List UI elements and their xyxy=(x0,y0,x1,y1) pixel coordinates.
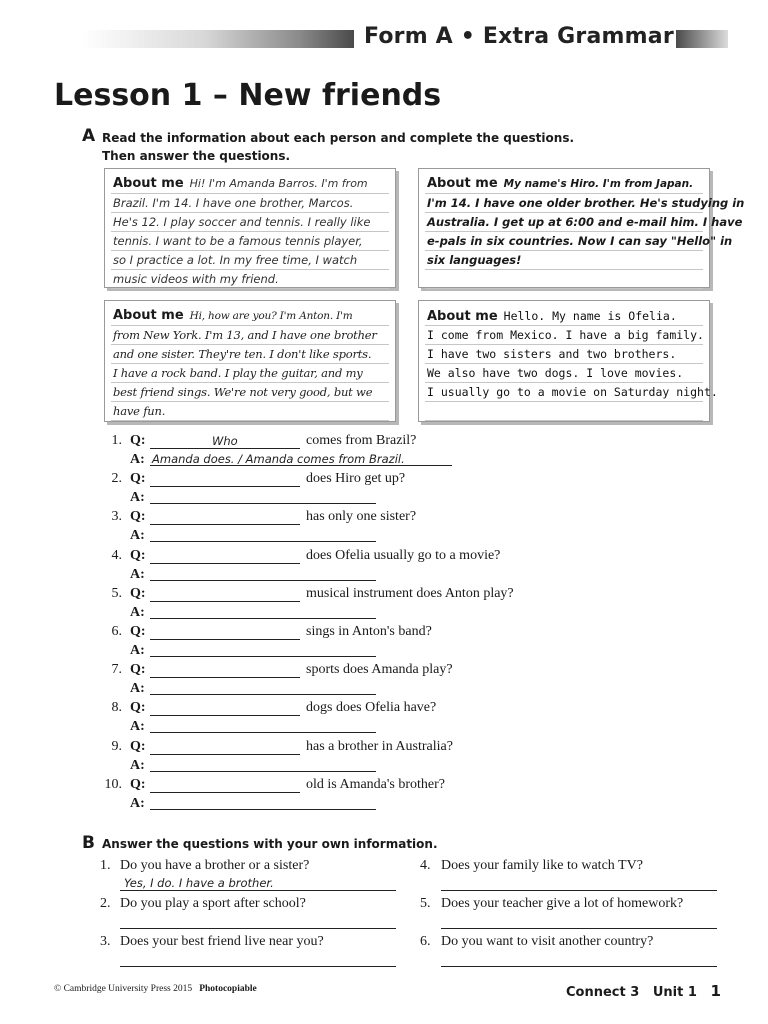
question-blank-field[interactable] xyxy=(150,431,300,449)
question-number: 7. xyxy=(111,662,122,677)
header-title: Form A • Extra Grammar xyxy=(364,24,674,49)
section-b-letter: B xyxy=(82,833,95,853)
a-label: A: xyxy=(130,605,145,620)
q-label: Q: xyxy=(130,777,146,792)
question-blank-field[interactable] xyxy=(150,507,300,525)
question-blank-field[interactable] xyxy=(150,660,300,678)
photocopiable-label: Photocopiable xyxy=(199,984,257,994)
profile-line: He's 12. I play soccer and tennis. I really like xyxy=(111,213,389,232)
section-b-question: Does your family like to watch TV? xyxy=(441,858,643,873)
q-label: Q: xyxy=(130,433,146,448)
profile-card-hiro xyxy=(418,168,745,288)
profile-line xyxy=(425,270,703,289)
answer-blank-text: Amanda does. / Amanda comes from Brazil. xyxy=(152,452,405,466)
section-b-number: 5. xyxy=(420,896,431,911)
page-number: 1 xyxy=(710,982,721,1000)
section-b-answer-field[interactable] xyxy=(120,912,396,929)
a-label: A: xyxy=(130,758,145,773)
profile-card-ofelia xyxy=(418,300,718,422)
section-b-answer-field[interactable] xyxy=(441,874,717,891)
profile-line: six languages! xyxy=(425,251,703,270)
profile-line: I come from Mexico. I have a big family. xyxy=(425,326,703,345)
q-label: Q: xyxy=(130,624,146,639)
section-b-number: 2. xyxy=(100,896,111,911)
answer-blank-field[interactable] xyxy=(150,792,376,810)
question-number: 9. xyxy=(111,739,122,754)
a-label: A: xyxy=(130,719,145,734)
question-blank-field[interactable] xyxy=(150,737,300,755)
question-text: sports does Amanda play? xyxy=(306,662,453,677)
question-text: old is Amanda's brother? xyxy=(306,777,445,792)
about-me-label: About me xyxy=(113,308,184,323)
profile-line: I'm 14. I have one older brother. He's studying in xyxy=(425,194,703,213)
profile-line: tennis. I want to be a famous tennis player, xyxy=(111,232,389,251)
profile-line: I have a rock band. I play the guitar, and my xyxy=(111,364,389,383)
header-gradient-bar xyxy=(82,30,354,48)
question-text: dogs does Ofelia have? xyxy=(306,700,437,715)
section-b-instruction: Answer the questions with your own information. xyxy=(102,837,438,851)
section-b-answer-field[interactable] xyxy=(441,950,717,967)
unit-label: Unit 1 xyxy=(652,985,697,1000)
question-text: sings in Anton's band? xyxy=(306,624,432,639)
profile-line xyxy=(111,307,389,326)
answer-blank-field[interactable] xyxy=(150,524,376,542)
question-number: 8. xyxy=(111,700,122,715)
section-b-answer-text: Yes, I do. I have a brother. xyxy=(124,876,274,890)
section-b-answer-field[interactable] xyxy=(120,874,396,891)
q-label: Q: xyxy=(130,662,146,677)
profile-line: best friend sings. We're not very good, but we xyxy=(111,383,389,402)
a-label: A: xyxy=(130,490,145,505)
answer-blank-field[interactable] xyxy=(150,563,376,581)
section-a-instruction xyxy=(102,129,574,165)
profile-text: Hi! I'm Amanda Barros. I'm from xyxy=(189,177,368,190)
section-b-number: 4. xyxy=(420,858,431,873)
q-label: Q: xyxy=(130,586,146,601)
profile-line xyxy=(425,307,703,326)
question-number: 4. xyxy=(111,548,122,563)
section-b-number: 3. xyxy=(100,934,111,949)
section-a-instruction-line1: Read the information about each person and complete the questions. xyxy=(102,131,575,145)
answer-blank-field[interactable] xyxy=(150,715,376,733)
profile-line xyxy=(425,175,703,194)
about-me-label: About me xyxy=(113,176,184,191)
profile-line xyxy=(425,402,703,421)
a-label: A: xyxy=(130,796,145,811)
section-a-letter: A xyxy=(82,126,96,146)
question-number: 5. xyxy=(111,586,122,601)
profile-line xyxy=(111,175,389,194)
section-b-question: Does your teacher give a lot of homework? xyxy=(441,896,684,911)
question-number: 10. xyxy=(104,777,122,792)
section-b-question: Do you want to visit another country? xyxy=(441,934,654,949)
footer-copyright xyxy=(54,984,257,994)
profile-line: from New York. I'm 13, and I have one brother xyxy=(111,326,389,345)
question-number: 2. xyxy=(111,471,122,486)
answer-blank-field[interactable] xyxy=(150,639,376,657)
profile-card-amanda xyxy=(104,168,396,288)
question-text: does Hiro get up? xyxy=(306,471,406,486)
a-label: A: xyxy=(130,528,145,543)
question-number: 6. xyxy=(111,624,122,639)
profile-line: Australia. I get up at 6:00 and e-mail him. I have xyxy=(425,213,703,232)
answer-blank-field[interactable] xyxy=(150,754,376,772)
q-label: Q: xyxy=(130,471,146,486)
question-blank-field[interactable] xyxy=(150,775,300,793)
section-b-answer-field[interactable] xyxy=(120,950,396,967)
q-label: Q: xyxy=(130,700,146,715)
copyright-text: © Cambridge University Press 2015 xyxy=(54,984,193,994)
section-a-instruction-line2: Then answer the questions. xyxy=(102,149,291,163)
section-b-number: 1. xyxy=(100,858,111,873)
a-label: A: xyxy=(130,452,145,467)
question-number: 3. xyxy=(111,509,122,524)
question-text: musical instrument does Anton play? xyxy=(306,586,514,601)
question-number: 1. xyxy=(111,433,122,448)
profile-line: music videos with my friend. xyxy=(111,270,389,289)
section-b-question: Does your best friend live near you? xyxy=(120,934,324,949)
question-text: has a brother in Australia? xyxy=(306,739,453,754)
answer-blank-field[interactable] xyxy=(150,677,376,695)
section-b-question: Do you play a sport after school? xyxy=(120,896,306,911)
answer-blank-field[interactable] xyxy=(150,448,452,466)
profile-text: Hello. My name is Ofelia. xyxy=(503,309,677,323)
a-label: A: xyxy=(130,567,145,582)
question-blank-answer: Who xyxy=(212,434,238,448)
question-blank-field[interactable] xyxy=(150,469,300,487)
section-b-number: 6. xyxy=(420,934,431,949)
profile-line: have fun. xyxy=(111,402,389,421)
q-label: Q: xyxy=(130,739,146,754)
profile-line: We also have two dogs. I love movies. xyxy=(425,364,703,383)
question-blank-field[interactable] xyxy=(150,584,300,602)
profile-line: so I practice a lot. In my free time, I watch xyxy=(111,251,389,270)
question-blank-field[interactable] xyxy=(150,546,300,564)
question-text: comes from Brazil? xyxy=(306,433,417,448)
profile-line: and one sister. They're ten. I don't like sports. xyxy=(111,345,389,364)
profile-line: I have two sisters and two brothers. xyxy=(425,345,703,364)
question-blank-field[interactable] xyxy=(150,698,300,716)
q-label: Q: xyxy=(130,548,146,563)
a-label: A: xyxy=(130,681,145,696)
section-b-answer-field[interactable] xyxy=(441,912,717,929)
profile-line: Brazil. I'm 14. I have one brother, Marcos. xyxy=(111,194,389,213)
about-me-label: About me xyxy=(427,309,498,324)
profile-text: My name's Hiro. I'm from Japan. xyxy=(503,178,694,190)
q-label: Q: xyxy=(130,509,146,524)
question-text: does Ofelia usually go to a movie? xyxy=(306,548,501,563)
profile-line: e-pals in six countries. Now I can say "Hello" in xyxy=(425,232,703,251)
about-me-label: About me xyxy=(427,176,498,191)
question-blank-field[interactable] xyxy=(150,622,300,640)
question-text: has only one sister? xyxy=(306,509,417,524)
footer-book-info xyxy=(566,982,721,1000)
section-b-question: Do you have a brother or a sister? xyxy=(120,858,310,873)
book-name: Connect 3 xyxy=(566,985,640,1000)
profile-line: I usually go to a movie on Saturday night. xyxy=(425,383,703,402)
answer-blank-field[interactable] xyxy=(150,601,376,619)
profile-text: Hi, how are you? I'm Anton. I'm xyxy=(189,310,353,322)
a-label: A: xyxy=(130,643,145,658)
answer-blank-field[interactable] xyxy=(150,486,376,504)
header-end-bar xyxy=(676,30,728,48)
profile-card-anton xyxy=(104,300,396,422)
lesson-title: Lesson 1 – New friends xyxy=(54,78,442,113)
